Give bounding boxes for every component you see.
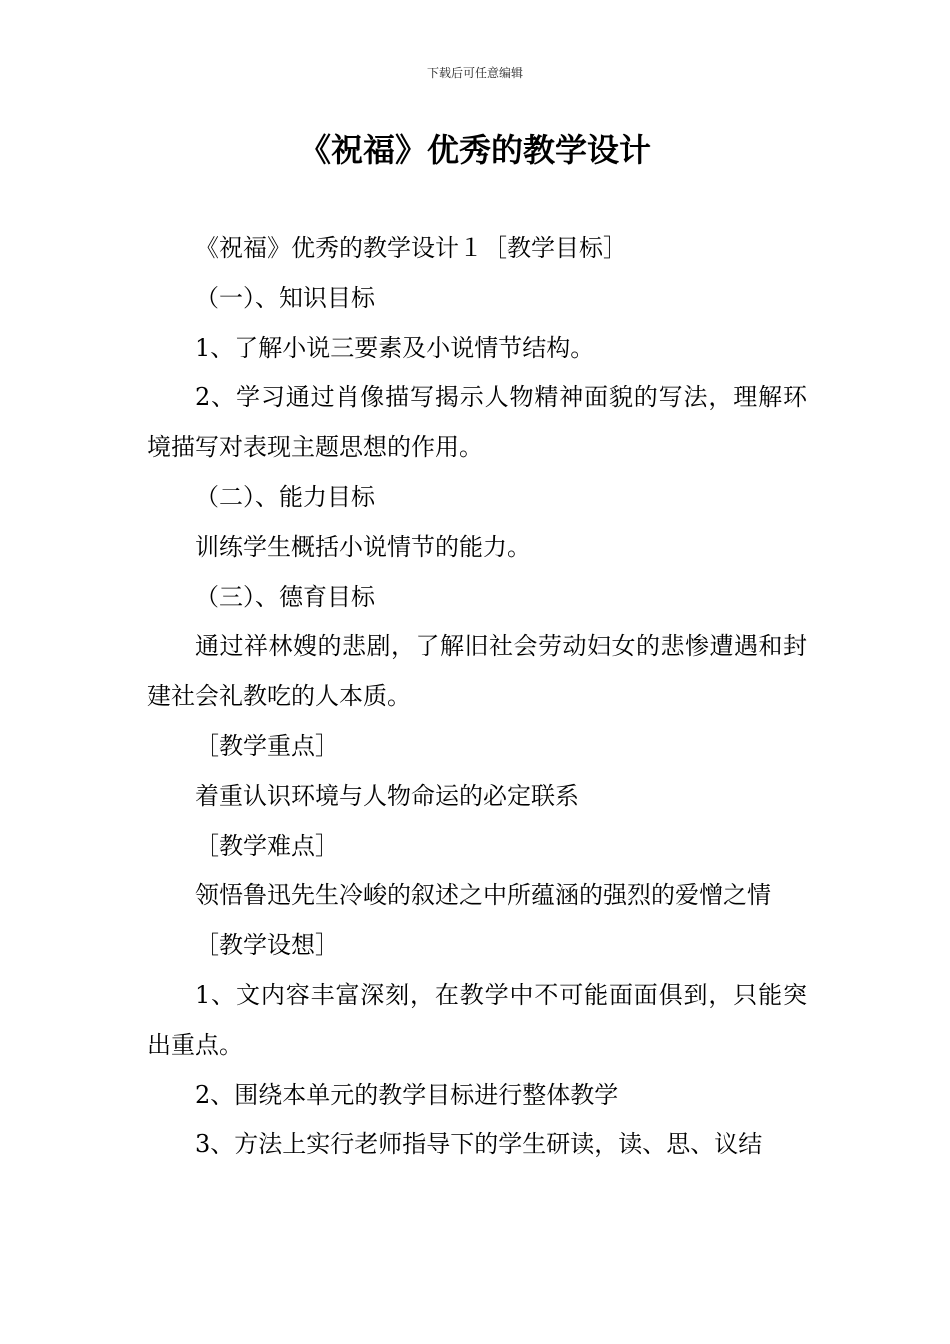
paragraph: （二）、能力目标 [195, 482, 375, 511]
paragraph: 领悟鲁迅先生冷峻的叙述之中所蕴涵的强烈的爱憎之情 [195, 881, 771, 910]
paragraph: 1、了解小说三要素及小说情节结构。 [195, 333, 595, 362]
paragraph: 训练学生概括小说情节的能力。 [195, 532, 531, 561]
paragraph: （一）、知识目标 [195, 283, 375, 312]
paragraph: 2、围绕本单元的教学目标进行整体教学 [195, 1080, 619, 1109]
paragraph: 2、学习通过肖像描写揭示人物精神面貌的写法，理解环境描写对表现主题思想的作用。 [147, 383, 807, 462]
paragraph: （三）、德育目标 [195, 582, 375, 611]
page-header-note: 下载后可任意编辑 [426, 66, 523, 80]
paragraph: 着重认识环境与人物命运的必定联系 [195, 781, 579, 810]
paragraph: 通过祥林嫂的悲剧，了解旧社会劳动妇女的悲惨遭遇和封建社会礼教吃的人本质。 [147, 632, 807, 711]
document-title: 《祝福》优秀的教学设计 [298, 131, 651, 169]
paragraph: ［教学重点］ [195, 731, 339, 760]
paragraph: ［教学设想］ [195, 931, 339, 960]
paragraph: 3、方法上实行老师指导下的学生研读，读、思、议结 [195, 1130, 763, 1159]
paragraph: 1、文内容丰富深刻，在教学中不可能面面俱到，只能突出重点。 [147, 980, 807, 1059]
document-body [147, 224, 807, 1170]
paragraph: ［教学难点］ [195, 831, 339, 860]
paragraph: 《祝福》优秀的教学设计１［教学目标］ [195, 234, 627, 262]
